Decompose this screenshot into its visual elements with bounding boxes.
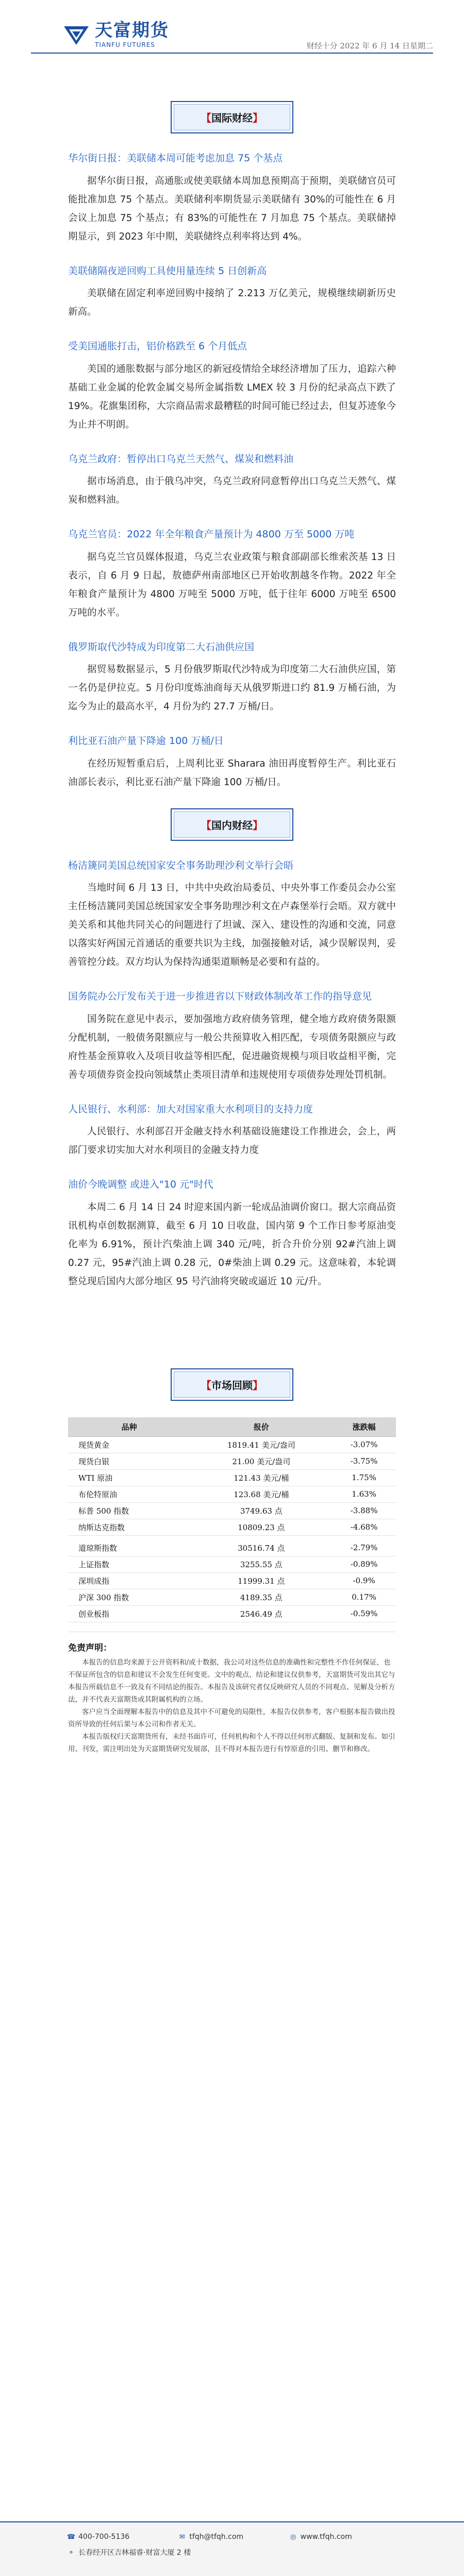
article bbox=[68, 640, 396, 717]
article-body: 美国的通胀数据与部分地区的新冠疫情给全球经济增加了压力，追踪六种基础工业金属的伦敦金属交易所金属指数 LMEX 较 3 月份的纪录高点下跌了 19%。花旗集团称，大宗商品需求最糟糕的时间可能已经过去，但复苏迹象今为止并不明朗。 bbox=[68, 363, 396, 430]
article-body: 据乌克兰官员媒体报道，乌克兰农业政策与粮食部副部长维索茨基 13 日表示，自 6 月 9 日起，敖德萨州南部地区已开始收割越冬作物。2022 年全年粮食产量预计为 4800 万吨至 5000 万吨，低于往年 6000 万吨至 6500 万吨的水平。 bbox=[68, 551, 396, 618]
section-title: 市场回顾 bbox=[211, 1379, 253, 1392]
section-domestic: 【国内财经】 bbox=[68, 808, 396, 841]
column-header: 品种 bbox=[68, 1417, 190, 1437]
instrument-price: 123.68 美元/桶 bbox=[190, 1486, 332, 1502]
instrument-change: -0.89% bbox=[332, 1556, 396, 1572]
disclaimer bbox=[68, 1632, 396, 1755]
domestic-articles bbox=[68, 858, 396, 1291]
article-title: 乌克兰政府：暂停出口乌克兰天然气、煤炭和燃料油 bbox=[68, 453, 294, 465]
article-title: 受美国通胀打击，铝价格跌至 6 个月低点 bbox=[68, 341, 247, 352]
footer-email[interactable]: tfqh@tfqh.com bbox=[189, 2533, 244, 2541]
instrument-name: 标普 500 指数 bbox=[68, 1502, 190, 1519]
table-row bbox=[68, 1469, 396, 1486]
company-name: 天富期货 bbox=[95, 20, 169, 41]
instrument-name: 沪深 300 指数 bbox=[68, 1589, 190, 1605]
instrument-change: -0.59% bbox=[332, 1605, 396, 1622]
disclaimer-paragraph: 本报告的信息均来源于公开资料和/或十数据，我公司对这些信息的准确性和完整性不作任何保证，也不保证所包含的信息和建议不会发生任何变更。文中的观点、结论和建议仅供参考，天富期货可发出其它与本报告所载信息不一致及有不同结论的报告。本报告及该研究者仅反映研究人员的不同观点、见解及分析方法，并不代表天富期货或其附属机构的立场。 bbox=[68, 1658, 395, 1704]
article bbox=[68, 452, 396, 510]
phone-icon: ☎ bbox=[67, 2533, 76, 2541]
instrument-price: 11999.31 点 bbox=[190, 1572, 332, 1589]
article bbox=[68, 734, 396, 792]
instrument-name: 现货白银 bbox=[68, 1453, 190, 1469]
instrument-name: 布伦特原油 bbox=[68, 1486, 190, 1502]
article-body: 国务院在意见中表示，要加强地方政府债务管理，健全地方政府债务限额分配机制，一般债务限额应与一般公共预算收入相匹配，专项债务限额应与政府性基金预算收入及项目收益等相匹配，促进融资规模与项目收益相平衡，完善专项债券资金投向领域禁止类项目清单和违规使用专项债券处理处罚机制。 bbox=[68, 1013, 396, 1080]
article bbox=[68, 151, 396, 246]
disclaimer-paragraph: 本报告版权归天富期货所有，未经书面许可，任何机构和个人不得以任何形式翻版、复制和发布。如引用、刊发，需注明出处为天富期货研究发展部，且不得对本报告进行有悖原意的引用、删节和修改。 bbox=[68, 1732, 395, 1753]
article-title: 利比亚石油产量下降逾 100 万桶/日 bbox=[68, 735, 224, 747]
instrument-price: 10809.23 点 bbox=[190, 1519, 332, 1535]
section-title: 国内财经 bbox=[211, 819, 253, 832]
article bbox=[68, 858, 396, 972]
article bbox=[68, 1102, 396, 1160]
international-articles bbox=[68, 151, 396, 792]
article-title: 国务院办公厅发布关于进一步推进省以下财政体制改革工作的指导意见 bbox=[68, 991, 372, 1002]
email-icon: ✉ bbox=[179, 2533, 185, 2541]
disclaimer-paragraph: 客户应当全面理解本报告中的信息及其中不可避免的局限性，本报告仅供参考，客户根据本报告做出投资所导致的任何后果与本公司和作者无关。 bbox=[68, 1707, 395, 1728]
logo-mark-icon bbox=[62, 23, 91, 47]
company-en: TIANFU FUTURES bbox=[95, 41, 155, 48]
company-logo bbox=[62, 22, 169, 48]
instrument-price: 21.00 美元/盎司 bbox=[190, 1453, 332, 1469]
column-header: 涨跌幅 bbox=[332, 1417, 396, 1437]
instrument-change: 1.75% bbox=[332, 1469, 396, 1486]
article-body: 人民银行、水利部召开金融支持水利基础设施建设工作推进会，会上，两部门要求切实加大对水利项目的金融支持力度 bbox=[68, 1126, 396, 1156]
instrument-name: 深圳成指 bbox=[68, 1572, 190, 1589]
table-row bbox=[68, 1605, 396, 1622]
article bbox=[68, 1177, 396, 1291]
instrument-price: 121.43 美元/桶 bbox=[190, 1469, 332, 1486]
instrument-change: -4.68% bbox=[332, 1519, 396, 1535]
article-body: 据贸易数据显示，5 月份俄罗斯取代沙特成为印度第二大石油供应国，第一名仍是伊拉克。5 月份印度炼油商每天从俄罗斯进口约 81.9 万桶石油，为迄今为止的最高水平，4 月份为约 27.7 万桶/日。 bbox=[68, 664, 396, 712]
article-body: 在经历短暂重启后，上周利比亚 Sharara 油田再度暂停生产。利比亚石油部长表示，利比亚石油产量下降逾 100 万桶/日。 bbox=[68, 758, 396, 788]
instrument-price: 4189.35 点 bbox=[190, 1589, 332, 1605]
article-body: 当地时间 6 月 13 日，中共中央政治局委员、中央外事工作委员会办公室主任杨洁篪同美国总统国家安全事务助理沙利文在卢森堡举行会晤。双方就中美关系和其他共同关心的问题进行了坦诚、深入、建设性的沟通和交流，同意以落实好两国元首通话的重要共识为主线，加强接触对话，减少误解误判，妥善管控分歧。双方均认为保持沟通渠道顺畅是必要和有益的。 bbox=[68, 883, 396, 968]
table-row bbox=[68, 1436, 396, 1453]
content bbox=[0, 101, 464, 1755]
instrument-change: -3.07% bbox=[332, 1436, 396, 1453]
footer-address: 长春经开区吉林福睿·财富大厦 2 楼 bbox=[78, 2549, 191, 2557]
header bbox=[0, 0, 464, 77]
instrument-change: -0.9% bbox=[332, 1572, 396, 1589]
market-table bbox=[68, 1417, 396, 1622]
footer bbox=[0, 2521, 464, 2576]
header-divider bbox=[31, 53, 433, 54]
table-row bbox=[68, 1556, 396, 1572]
article bbox=[68, 527, 396, 622]
instrument-price: 1819.41 美元/盎司 bbox=[190, 1436, 332, 1453]
globe-icon: ◎ bbox=[290, 2533, 296, 2541]
instrument-change: -2.79% bbox=[332, 1540, 396, 1556]
article-title: 油价今晚调整 或进入"10 元"时代 bbox=[68, 1179, 213, 1190]
article-title: 俄罗斯取代沙特成为印度第二大石油供应国 bbox=[68, 641, 255, 653]
article-body: 据华尔街日报，高通胀或使美联储本周加息预期高于预期，美联储官员可能批准加息 75 个基点。美联储利率期货显示美联储有 30%的可能性在 6 月会议上加息 75 个基点；有 83%的可能性在 7 月加息 75 个基点。美联储掉期显示，到 2023 年中期，美联储终点利率将达到 4%。 bbox=[68, 175, 396, 242]
section-title: 国际财经 bbox=[211, 112, 253, 124]
section-international: 【国际财经】 bbox=[68, 101, 396, 133]
instrument-name: 上证指数 bbox=[68, 1556, 190, 1572]
article-title: 人民银行、水利部：加大对国家重大水利项目的支持力度 bbox=[68, 1103, 313, 1115]
table-row bbox=[68, 1589, 396, 1605]
article bbox=[68, 264, 396, 322]
table-row bbox=[68, 1519, 396, 1535]
article-title: 美联储隔夜逆回购工具使用量连续 5 日创新高 bbox=[68, 265, 267, 277]
table-row bbox=[68, 1486, 396, 1502]
article-body: 据市场消息，由于俄乌冲突，乌克兰政府同意暂停出口乌克兰天然气、煤炭和燃料油。 bbox=[68, 476, 396, 505]
table-row bbox=[68, 1502, 396, 1519]
article-title: 华尔街日报：美联储本周可能考虑加息 75 个基点 bbox=[68, 152, 283, 164]
section-market: 【市场回顾】 bbox=[68, 1368, 396, 1401]
article-body: 美联储在固定利率逆回购中接纳了 2.213 万亿美元，规模继续刷新历史新高。 bbox=[68, 288, 396, 317]
date-line: 财经十分 2022 年 6 月 14 日星期二 bbox=[306, 41, 433, 50]
footer-phone: 400-700-5136 bbox=[78, 2533, 130, 2541]
footer-website[interactable]: www.tfqh.com bbox=[300, 2533, 352, 2541]
instrument-price: 30516.74 点 bbox=[190, 1540, 332, 1556]
article-title: 乌克兰官员：2022 年全年粮食产量预计为 4800 万至 5000 万吨 bbox=[68, 529, 355, 540]
table-gap-row bbox=[68, 1535, 396, 1540]
instrument-change: 1.63% bbox=[332, 1486, 396, 1502]
article-title: 杨洁篪同美国总统国家安全事务助理沙利文举行会晤 bbox=[68, 859, 294, 871]
disclaimer-title: 免责声明： bbox=[68, 1642, 112, 1653]
instrument-name: WTI 原油 bbox=[68, 1469, 190, 1486]
instrument-change: -3.88% bbox=[332, 1502, 396, 1519]
instrument-change: -3.75% bbox=[332, 1453, 396, 1469]
instrument-price: 3255.55 点 bbox=[190, 1556, 332, 1572]
column-header: 报价 bbox=[190, 1417, 332, 1437]
article-body: 本周二 6 月 14 日 24 时迎来国内新一轮成品油调价窗口。据大宗商品资讯机构卓创数据测算，截至 6 月 10 日收盘，国内第 9 个工作日参考原油变化率为 6.91%，预计汽柴油上调 340 元/吨，折合升价分别 92#汽油上调 0.27 元，95#汽油上调 0.28 元，0#柴油上调 0.29 元。这意味着，本轮调整兑现后国内大部分地区 95 号汽油将突破或逼近 10 元/升。 bbox=[68, 1201, 396, 1287]
instrument-name: 创业板指 bbox=[68, 1605, 190, 1622]
table-row bbox=[68, 1572, 396, 1589]
article bbox=[68, 339, 396, 434]
instrument-price: 2546.49 点 bbox=[190, 1605, 332, 1622]
table-row bbox=[68, 1540, 396, 1556]
instrument-price: 3749.63 点 bbox=[190, 1502, 332, 1519]
instrument-name: 纳斯达克指数 bbox=[68, 1519, 190, 1535]
table-header-row bbox=[68, 1417, 396, 1437]
table-row bbox=[68, 1453, 396, 1469]
article bbox=[68, 989, 396, 1084]
instrument-change: 0.17% bbox=[332, 1589, 396, 1605]
instrument-name: 现货黄金 bbox=[68, 1436, 190, 1453]
location-icon: ⌖ bbox=[69, 2548, 73, 2556]
instrument-name: 道琼斯指数 bbox=[68, 1540, 190, 1556]
